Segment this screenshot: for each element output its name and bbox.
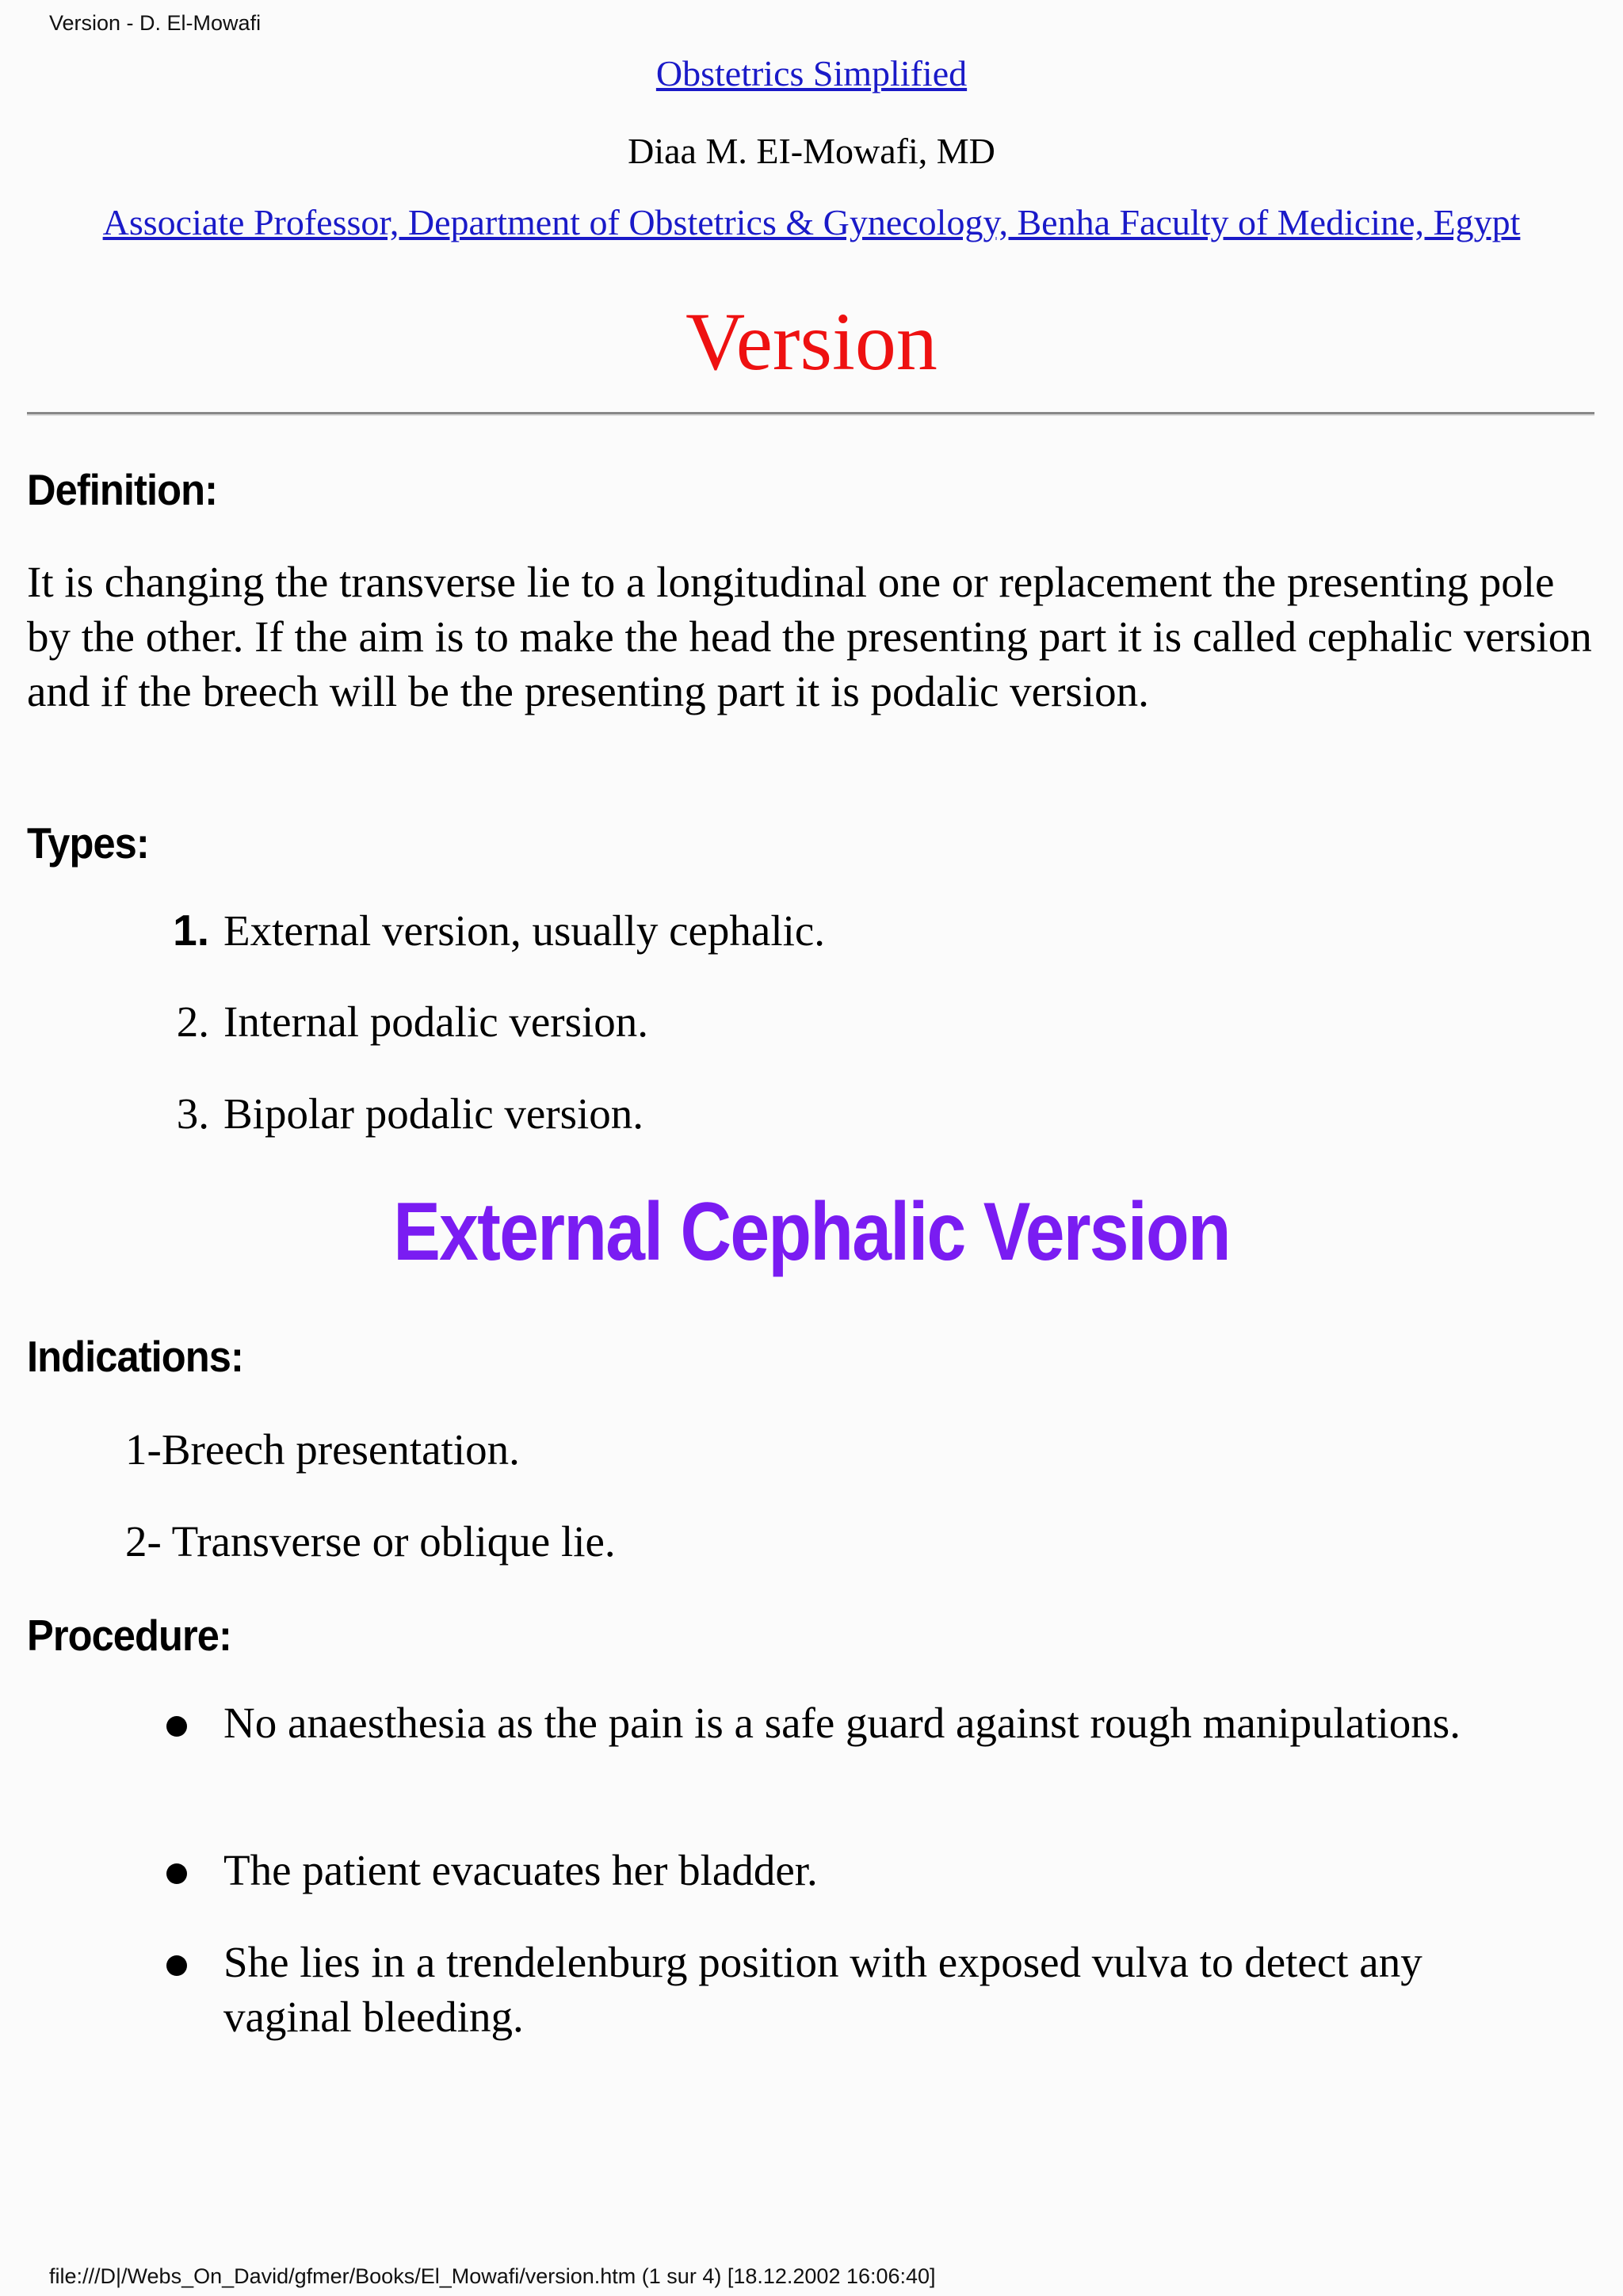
types-list-item [119, 1089, 643, 1138]
affiliation-link[interactable]: Associate Professor, Department of Obstetrics & Gynecology, Benha Faculty of Medicine, Egypt [102, 202, 1521, 242]
list-item-text: Bipolar podalic version. [223, 1089, 644, 1138]
bullet-dot-icon [166, 1955, 187, 1976]
list-number: 2. [176, 997, 209, 1046]
list-number: 3. [176, 1089, 209, 1138]
indications-heading: Indications: [27, 1332, 243, 1381]
types-heading: Types: [27, 818, 149, 868]
list-item-text: Internal podalic version. [223, 997, 649, 1046]
list-item-text: The patient evacuates her bladder. [223, 1846, 818, 1894]
author-name: Diaa M. EI-Mowafi, MD [628, 131, 995, 171]
bullet-dot-icon [166, 1716, 187, 1737]
types-list-item [119, 905, 825, 955]
definition-text: It is changing the transverse lie to a longitudinal one or replacement the presenting pole by the other. If the aim is to make the head the presenting part it is called cephalic version and if the breech will be the presenting part it is podalic version. [27, 558, 1592, 715]
indication-item: 2- Transverse or oblique lie. [125, 1517, 616, 1566]
print-header: Version - D. El-Mowafi [49, 11, 262, 35]
list-item-text: No anaesthesia as the pain is a safe guard against rough manipulations. [223, 1699, 1461, 1747]
list-item-text: External version, usually cephalic. [223, 906, 826, 955]
indication-item: 1-Breech presentation. [125, 1425, 520, 1474]
book-title-link[interactable]: Obstetrics Simplified [655, 53, 968, 93]
affiliation-link-container [0, 201, 1623, 243]
page-title: Version [685, 296, 938, 387]
types-list-item [119, 997, 648, 1047]
definition-heading: Definition: [27, 465, 218, 514]
procedure-heading: Procedure: [27, 1611, 231, 1660]
book-link-container [0, 52, 1623, 94]
print-footer: file:///D|/Webs_On_David/gfmer/Books/El_Mowafi/version.htm (1 sur 4) [18.12.2002 16:06:40] [49, 2264, 936, 2288]
horizontal-divider [27, 412, 1594, 416]
list-number: 1. [173, 906, 209, 955]
list-item-text: She lies in a trendelenburg position with exposed vulva to detect any vaginal bleeding. [223, 1938, 1423, 2041]
bullet-dot-icon [166, 1863, 187, 1884]
section-title: External Cephalic Version [393, 1186, 1230, 1278]
